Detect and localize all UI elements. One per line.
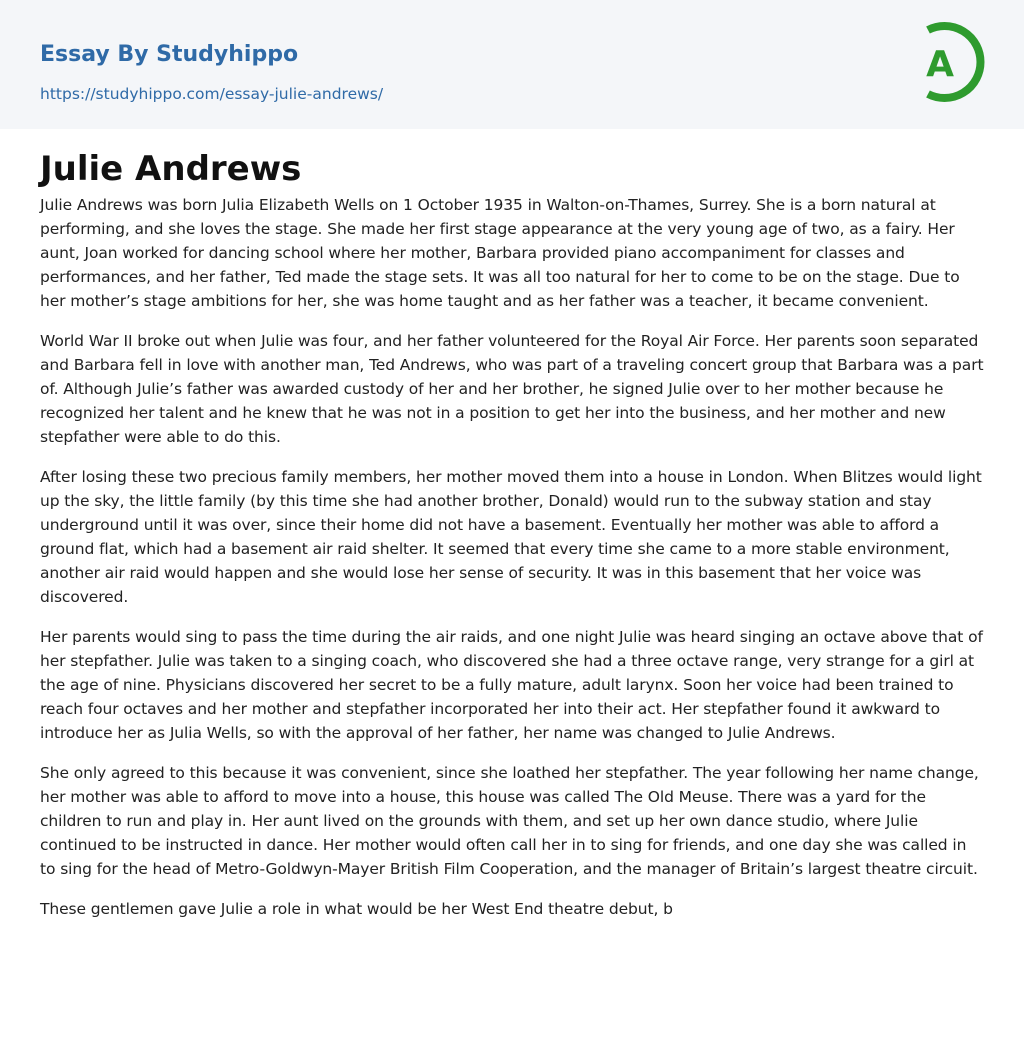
article-paragraph: Her parents would sing to pass the time during the air raids, and one night Julie was heard singing an octave above that of her stepfather. Julie was taken to a singing coach, who discovered she had a three octave range, very strange for a girl at the age of nine. Physicians discovered her secret to be a fully mature, adult larynx. Soon her voice had been trained to reach four octaves and her mother and stepfather incorporated her into their act. Her stepfather found it awkward to introduce her as Julia Wells, so with the approval of her father, her name was changed to Julie Andrews. bbox=[40, 628, 983, 742]
article-paragraph: Julie Andrews was born Julia Elizabeth Wells on 1 October 1935 in Walton-on-Thames, Surrey. She is a born natural at performing, and she loves the stage. She made her first stage appearance at the very young age of two, as a fairy. Her aunt, Joan worked for dancing school where her mother, Barbara provided piano accompaniment for classes and performances, and her father, Ted made the stage sets. It was all too natural for her to come to be on the stage. Due to her mother’s stage ambitions for her, she was home taught and as her father was a teacher, it became convenient. bbox=[40, 196, 960, 310]
page-title: Julie Andrews bbox=[40, 149, 302, 189]
article-paragraph: After losing these two precious family members, her mother moved them into a house in London. When Blitzes would light up the sky, the little family (by this time she had another brother, Donald) would run to the subway station and stay underground until it was over, since their home did not have a basement. Eventually her mother was able to afford a ground flat, which had a basement air raid shelter. It seemed that every time she came to a more stable environment, another air raid would happen and she would lose her sense of security. It was in this basement that her voice was discovered. bbox=[40, 468, 982, 606]
article-paragraph: She only agreed to this because it was convenient, since she loathed her stepfather. The year following her name change, her mother was able to afford to move into a house, this house was called The Old Meuse. There was a yard for the children to run and play in. Her aunt lived on the grounds with them, and set up her own dance studio, where Julie continued to be instructed in dance. Her mother would often call her in to sing for friends, and one day she was called in to sing for the head of Metro-Goldwyn-Mayer British Film Cooperation, and the manager of Britain’s largest theatre circuit. bbox=[40, 764, 979, 878]
article-paragraph: World War II broke out when Julie was four, and her father volunteered for the Royal Air Force. Her parents soon separated and Barbara fell in love with another man, Ted Andrews, who was part of a traveling concert group that Barbara was a part of. Although Julie’s father was awarded custody of her and her brother, he signed Julie over to her mother because he recognized her talent and he knew that he was not in a position to get her into the business, and her mother and new stepfather were able to do this. bbox=[40, 332, 984, 446]
article-body bbox=[0, 129, 1024, 921]
essay-url-link[interactable]: https://studyhippo.com/essay-julie-andrews/ bbox=[40, 85, 384, 103]
article-paragraph: These gentlemen gave Julie a role in what would be her West End theatre debut, b bbox=[40, 900, 673, 918]
site-header bbox=[0, 0, 1024, 129]
studyhippo-logo-icon[interactable] bbox=[913, 20, 985, 104]
logo-letter: A bbox=[926, 44, 954, 85]
site-brand[interactable]: Essay By Studyhippo bbox=[40, 42, 299, 67]
